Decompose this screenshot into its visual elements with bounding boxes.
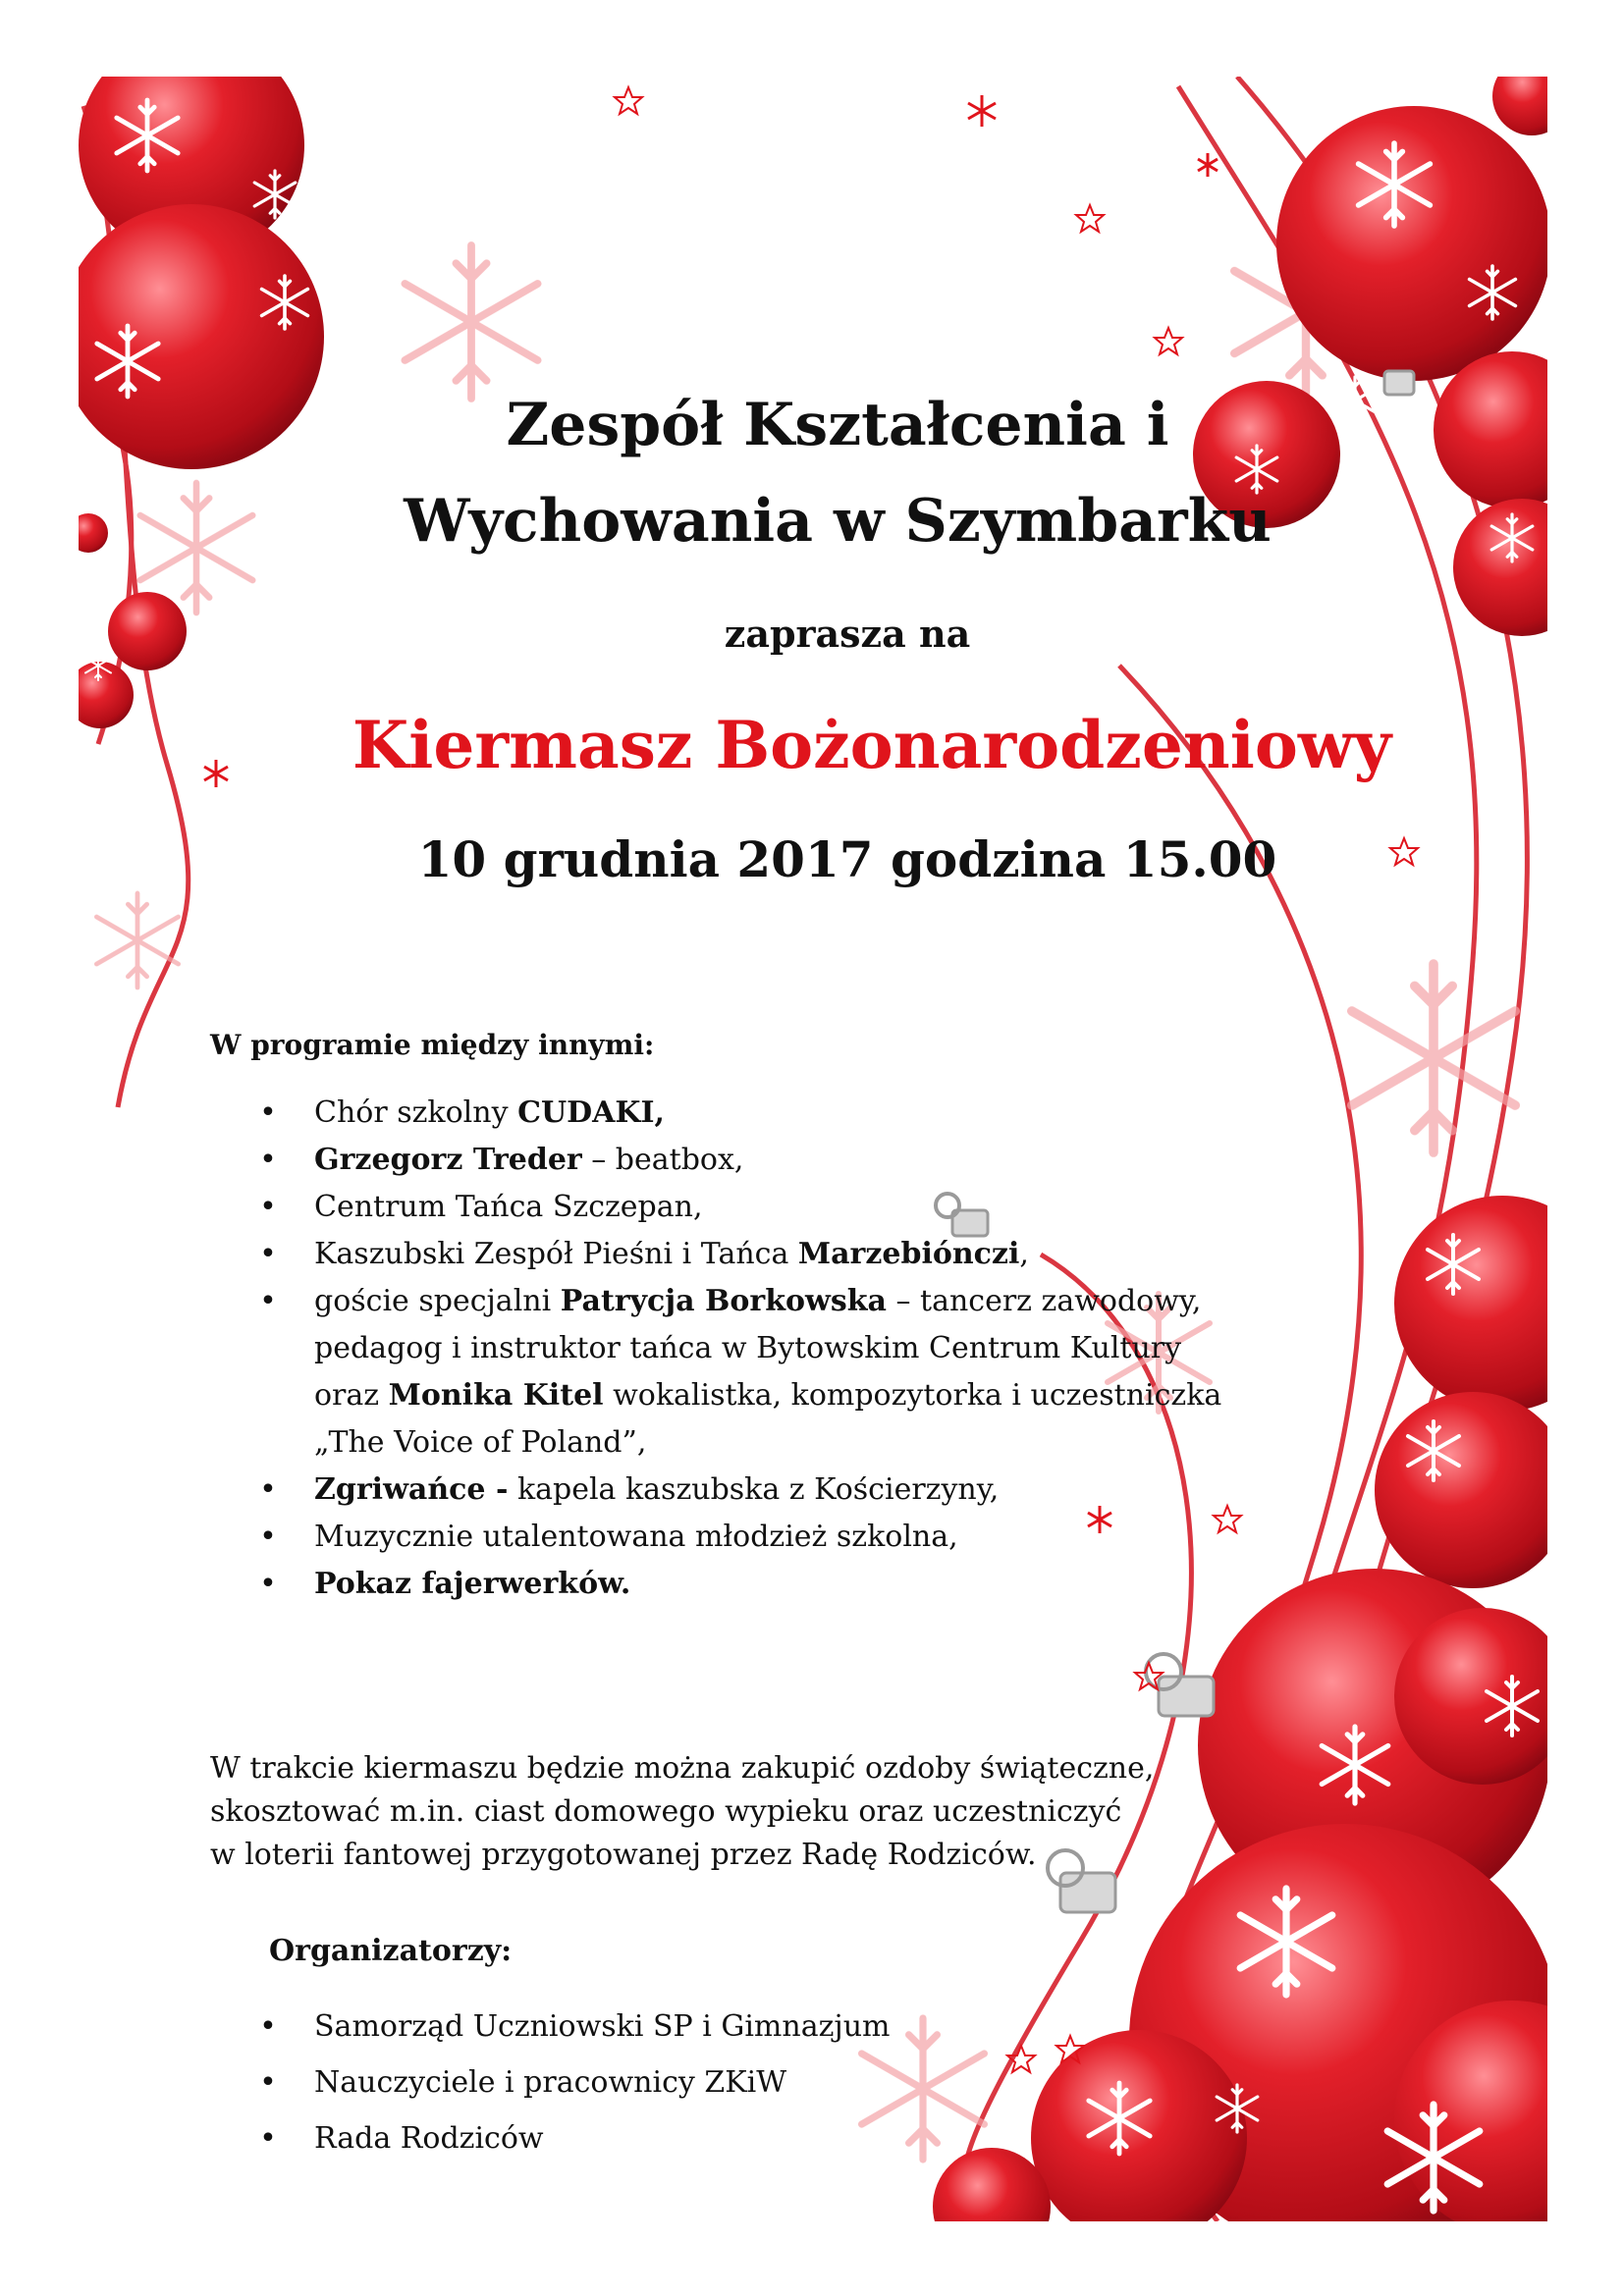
bullet-icon: • (259, 1520, 277, 1554)
bullet-icon: • (259, 1472, 277, 1507)
program-item-text: , (1019, 1237, 1029, 1271)
organizers-list (253, 1999, 1137, 2166)
program-list (253, 1090, 1382, 1608)
program-item-bold-text: Monika Kitel (388, 1378, 604, 1413)
closing-line: w loterii fantowej przygotowanej przez Radę Rodziców. (210, 1838, 1037, 1872)
program-item (253, 1514, 1382, 1561)
program-item-text: „The Voice of Poland”, (314, 1425, 647, 1460)
organizer-name: Rada Rodziców (314, 2121, 544, 2156)
bullet-icon: • (259, 1284, 277, 1318)
program-item-text: oraz (314, 1378, 389, 1413)
bullet-icon: • (259, 1190, 277, 1224)
program-item (253, 1278, 1382, 1467)
closing-line: skosztować m.in. ciast domowego wypieku oraz uczestniczyć (210, 1794, 1122, 1829)
bullet-icon: • (259, 2009, 277, 2044)
organizer-item (253, 1999, 1137, 2055)
organizers-heading: Organizatorzy: (269, 1934, 513, 1968)
program-item (253, 1561, 1382, 1608)
event-date: 10 grudnia 2017 godzina 15.00 (417, 830, 1277, 888)
organizer-item (253, 2110, 1137, 2166)
program-item-text: Kaszubski Zespół Pieśni i Tańca (314, 1237, 798, 1271)
poster-text (79, 77, 1547, 2221)
school-name-line-2: Wychowania w Szymbarku (404, 487, 1272, 556)
program-item-bold-text: Patrycja Borkowska (560, 1284, 887, 1318)
bullet-icon: • (259, 2121, 277, 2156)
bullet-icon: • (259, 1143, 277, 1177)
invites-text: zaprasza na (724, 612, 971, 656)
closing-line: W trakcie kiermaszu będzie można zakupić ozdoby świąteczne, (210, 1751, 1155, 1786)
poster (79, 77, 1547, 2221)
program-item (253, 1231, 1382, 1278)
program-item-text: Chór szkolny (314, 1095, 518, 1130)
school-name-line-1: Zespół Kształcenia i (506, 391, 1169, 459)
program-item-bold-text: Pokaz fajerwerków. (314, 1567, 631, 1601)
program-item-text: goście specjalni (314, 1284, 561, 1318)
program-item-text: – beatbox, (581, 1143, 744, 1177)
program-heading: W programie między innymi: (210, 1029, 655, 1061)
bullet-icon: • (259, 2065, 277, 2100)
program-item (253, 1090, 1382, 1137)
bullet-icon: • (259, 1237, 277, 1271)
closing-paragraph (210, 1747, 1251, 1877)
program-item-text: Muzycznie utalentowana młodzież szkolna, (314, 1520, 958, 1554)
program-item-text: wokalistka, kompozytorka i uczestniczka (603, 1378, 1222, 1413)
bullet-icon: • (259, 1095, 277, 1130)
program-item (253, 1467, 1382, 1514)
program-item-bold-text: Marzebiónczi (797, 1237, 1020, 1271)
event-title: Kiermasz Bożonarodzeniowy (352, 707, 1392, 783)
program-item-text: – tancerz zawodowy, (886, 1284, 1202, 1318)
bullet-icon: • (259, 1567, 277, 1601)
program-item-text: Centrum Tańca Szczepan, (314, 1190, 703, 1224)
program-item-bold-text: CUDAKI, (517, 1095, 665, 1130)
program-item-bold-text: Zgriwańce - (314, 1472, 509, 1507)
organizer-name: Samorząd Uczniowski SP i Gimnazjum (314, 2009, 891, 2044)
program-item (253, 1137, 1382, 1184)
program-item (253, 1184, 1382, 1231)
program-item-bold-text: Grzegorz Treder (314, 1143, 582, 1177)
organizer-name: Nauczyciele i pracownicy ZKiW (314, 2065, 787, 2100)
program-item-text: kapela kaszubska z Kościerzyny, (508, 1472, 1000, 1507)
organizer-item (253, 2055, 1137, 2110)
program-item-text: pedagog i instruktor tańca w Bytowskim Centrum Kultury (314, 1331, 1182, 1365)
